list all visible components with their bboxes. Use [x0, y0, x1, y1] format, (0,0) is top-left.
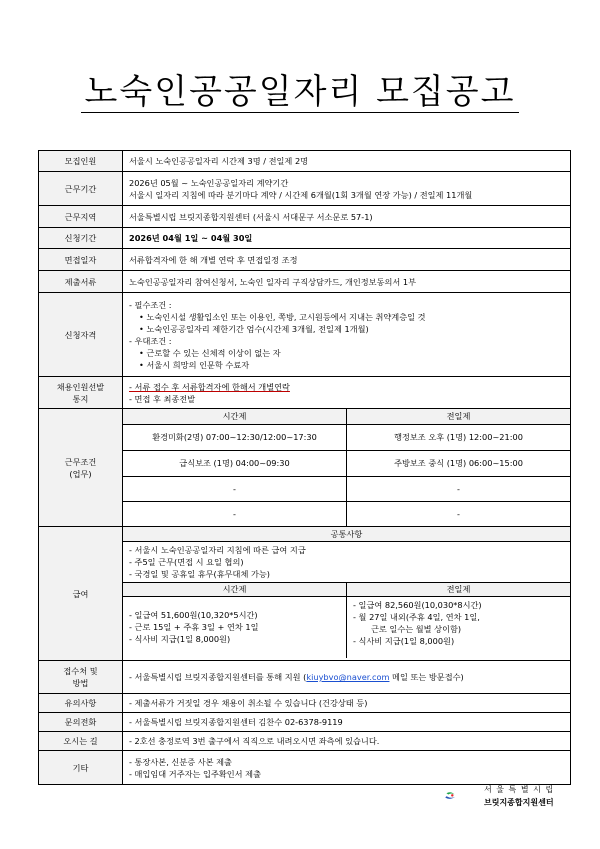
value-period	[123, 172, 571, 206]
full-item: - 월 27일 내외(주휴 4일, 연차 1일,	[353, 611, 480, 622]
row-directions	[39, 732, 571, 751]
value-qualification	[123, 293, 571, 377]
required-item: • 노숙인공공일자리 제한기간 엄수(시간제 3개월, 전일제 1개월)	[139, 323, 369, 334]
salary-full	[347, 596, 571, 658]
reception-suffix: 메일 또는 방문접수)	[389, 672, 464, 682]
condition-cell: -	[123, 501, 347, 526]
row-apply-period	[39, 228, 571, 249]
label-etc: 기타	[39, 751, 123, 785]
row-period	[39, 172, 571, 206]
label-conditions	[39, 409, 123, 527]
row-reception	[39, 661, 571, 694]
period-line1: 2026년 05월 ~ 노숙인공공일자리 계약기간	[129, 177, 289, 188]
full-item: 근로 일수는 월별 상이함)	[371, 623, 462, 634]
value-reception	[123, 661, 571, 694]
notice-item: - 면접 후 최종전발	[129, 393, 196, 404]
row-salary	[39, 527, 571, 661]
reception-prefix: - 서울특별시립 브릿지종합지원센터를 통해 지원 (	[129, 672, 307, 682]
label-period: 근무기간	[39, 172, 123, 206]
conditions-grid-cell	[123, 409, 571, 527]
logo-line1: 서 울 특 별 시 립	[484, 785, 555, 794]
part-item: - 근로 15일 + 주휴 3일 + 연차 1일	[129, 622, 259, 633]
logo-line2: 브릿지종합지원센터	[484, 798, 554, 807]
notice-label-1: 채용인원선발	[56, 381, 105, 392]
notice-item: - 서류 접수 후 서류합격자에 한해서 개별연락	[129, 381, 290, 392]
condition-cell: 환경미화(2명) 07:00~12:30/12:00~17:30	[123, 424, 347, 450]
value-location: 서울특별시립 브릿지종합지원센터 (서울시 서대문구 서소문로 57-1)	[123, 206, 571, 228]
value-apply-period: 2026년 04월 1일 ~ 04월 30일	[123, 228, 571, 249]
row-interview	[39, 249, 571, 271]
condition-cell: 행정보조 오후 (1명) 12:00~21:00	[347, 424, 571, 450]
required-item: • 노숙인시설 생활입소인 또는 이용인, 쪽방, 고시원등에서 지내는 취약계층일 것	[139, 311, 426, 322]
salary-grid-cell	[123, 527, 571, 661]
required-title: - 필수조건 :	[129, 299, 172, 310]
value-interview: 서류합격자에 한 해 개별 연락 후 면접일정 조정	[123, 249, 571, 271]
header-part-time: 시간제	[123, 409, 347, 424]
value-recruit: 서울시 노숙인공공일자리 시간제 3명 / 전일제 2명	[123, 151, 571, 172]
value-notice	[123, 377, 571, 409]
label-caution: 유의사항	[39, 694, 123, 713]
row-contact	[39, 713, 571, 732]
full-item: - 식사비 지급(1일 8,000원)	[353, 635, 455, 646]
condition-cell: 주방보조 중식 (1명) 06:00~15:00	[347, 450, 571, 476]
label-location: 근무지역	[39, 206, 123, 228]
notice-label-2: 통지	[72, 393, 89, 404]
part-item: - 일급여 51,600원(10,320*5시간)	[129, 610, 258, 621]
label-qualification: 신청자격	[39, 293, 123, 377]
common-item: - 국경일 및 공휴일 휴무(휴무대체 가능)	[129, 568, 270, 579]
salary-part	[123, 596, 347, 658]
reception-label-2: 방법	[72, 678, 89, 688]
common-item: - 주5일 근무(면접 시 요일 협의)	[129, 556, 244, 567]
label-documents: 제출서류	[39, 271, 123, 293]
value-caution: - 제출서류가 거짓일 경우 채용이 취소될 수 있습니다 (건강상태 등)	[123, 694, 571, 713]
row-recruit	[39, 151, 571, 172]
value-documents: 노숙인공공일자리 참여신청서, 노숙인 일자리 구직상담카드, 개인정보동의서 1부	[123, 271, 571, 293]
conditions-label-1: 근무조건	[64, 456, 97, 467]
label-directions: 오시는 길	[39, 732, 123, 751]
seoul-logo-icon	[444, 781, 484, 811]
row-location	[39, 206, 571, 228]
header-salary-part: 시간제	[123, 582, 347, 596]
label-reception	[39, 661, 123, 694]
condition-cell: -	[347, 501, 571, 526]
conditions-label-2: (업무)	[69, 468, 92, 479]
header-salary-full: 전일제	[347, 582, 571, 596]
row-qualification	[39, 293, 571, 377]
value-contact: - 서울특별시립 브릿지종합지원센터 김찬수 02-6378-9119	[123, 713, 571, 732]
logo-text	[484, 783, 554, 809]
row-caution	[39, 694, 571, 713]
preferred-item: • 서울시 희망의 인문학 수료자	[139, 359, 250, 370]
row-etc	[39, 751, 571, 785]
full-item: - 일급여 82,560원(10,030*8시간)	[353, 599, 482, 610]
row-conditions	[39, 409, 571, 527]
common-item: - 서울시 노숙인공공일자리 지침에 따른 급여 지급	[129, 544, 306, 555]
salary-common	[123, 541, 570, 582]
preferred-title: - 우대조건 :	[129, 335, 172, 346]
row-notice	[39, 377, 571, 409]
header-full-time: 전일제	[347, 409, 571, 424]
salary-grid	[123, 527, 570, 658]
condition-cell: 급식보조 (1명) 04:00~09:30	[123, 450, 347, 476]
recruitment-table	[38, 150, 571, 785]
value-etc	[123, 751, 571, 785]
preferred-item: • 근로할 수 있는 신체적 이상이 없는 자	[139, 347, 281, 358]
email-link[interactable]: kiuybvo@naver.com	[306, 672, 390, 682]
period-line2: 서울시 일자리 지침에 따라 분기마다 계약 / 시간제 6개월(1회 3개월 연장 가능) / 전일제 11개월	[129, 189, 473, 200]
label-interview: 면접일자	[39, 249, 123, 271]
etc-item: - 매입임대 거주자는 입주확인서 제출	[129, 768, 262, 779]
label-recruit: 모집인원	[39, 151, 123, 172]
part-item: - 식사비 지급(1일 8,000원)	[129, 634, 231, 645]
label-salary: 급여	[39, 527, 123, 661]
page-title: 노숙인공공일자리 모집공고	[0, 70, 600, 114]
header-common: 공통사항	[123, 527, 570, 541]
row-documents	[39, 271, 571, 293]
reception-label-1: 접수처 및	[63, 666, 98, 676]
condition-cell: -	[347, 476, 571, 501]
label-contact: 문의전화	[39, 713, 123, 732]
etc-item: - 통장사본, 신분증 사본 제출	[129, 756, 232, 767]
label-notice	[39, 377, 123, 409]
value-directions: - 2호선 충정로역 3번 출구에서 직직으로 내려오시면 좌측에 있습니다.	[123, 732, 571, 751]
condition-cell: -	[123, 476, 347, 501]
conditions-grid	[123, 409, 570, 526]
label-apply-period: 신청기간	[39, 228, 123, 249]
